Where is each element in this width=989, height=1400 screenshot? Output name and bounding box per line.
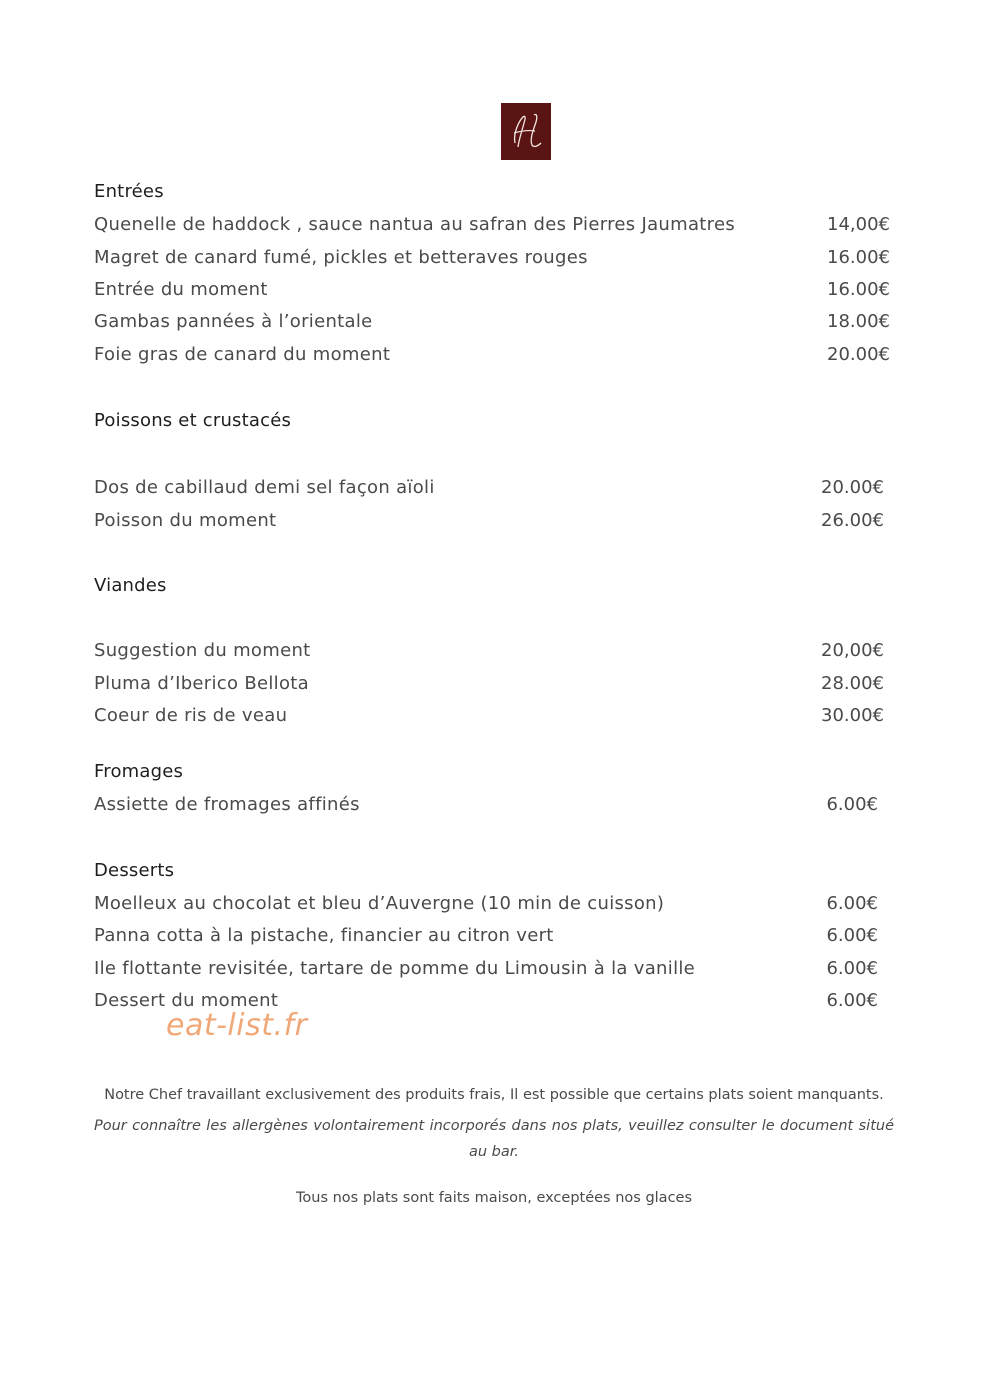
menu-item-price: 6.00€: [826, 893, 878, 914]
menu-item-name: Quenelle de haddock , sauce nantua au safran des Pierres Jaumatres: [94, 214, 736, 235]
menu-item-name: Dos de cabillaud demi sel façon aïoli: [94, 477, 435, 498]
menu-item-price: 28.00€: [821, 673, 884, 694]
menu-item-name: Suggestion du moment: [94, 640, 311, 661]
menu-item-name: Poisson du moment: [94, 510, 277, 531]
menu-item-name: Panna cotta à la pistache, financier au citron vert: [94, 925, 554, 946]
menu-item-name: Moelleux au chocolat et bleu d’Auvergne (10 min de cuisson): [94, 893, 665, 914]
menu-item-name: Magret de canard fumé, pickles et betteraves rouges: [94, 247, 588, 268]
menu-item-name: Ile flottante revisitée, tartare de pomme du Limousin à la vanille: [94, 958, 696, 979]
menu-item-price: 30.00€: [821, 705, 884, 726]
section-title-viandes: Viandes: [94, 575, 167, 596]
menu-item-price: 20.00€: [821, 477, 884, 498]
menu-item-name: Foie gras de canard du moment: [94, 344, 391, 365]
watermark: eat-list.fr: [166, 1008, 308, 1043]
menu-item-name: Dessert du moment: [94, 990, 279, 1011]
note-fresh-products: Notre Chef travaillant exclusivement des produits frais, Il est possible que certains plats soient manquants.: [104, 1087, 884, 1103]
menu-item-price: 16.00€: [827, 279, 890, 300]
menu-item-name: Assiette de fromages affinés: [94, 794, 360, 815]
section-title-desserts: Desserts: [94, 860, 175, 881]
menu-item-price: 6.00€: [826, 958, 878, 979]
menu-item-name: Entrée du moment: [94, 279, 268, 300]
menu-item-price: 6.00€: [826, 794, 878, 815]
logo-monogram-icon: [501, 103, 551, 160]
menu-item-price: 18.00€: [827, 311, 890, 332]
menu-item-price: 16.00€: [827, 247, 890, 268]
menu-item-price: 20.00€: [827, 344, 890, 365]
section-title-poissons: Poissons et crustacés: [94, 410, 292, 431]
section-title-fromages: Fromages: [94, 761, 184, 782]
menu-item-price: 6.00€: [826, 990, 878, 1011]
section-title-entrees: Entrées: [94, 181, 164, 202]
restaurant-logo: [501, 103, 551, 160]
menu-item-price: 26.00€: [821, 510, 884, 531]
menu-item-price: 20,00€: [821, 640, 884, 661]
menu-item-name: Gambas pannées à l’orientale: [94, 311, 373, 332]
note-allergens: Pour connaître les allergènes volontairement incorporés dans nos plats, veuillez consulter le document situé au bar.: [94, 1118, 894, 1160]
menu-item-name: Pluma d’Iberico Bellota: [94, 673, 309, 694]
note-homemade: Tous nos plats sont faits maison, exceptées nos glaces: [295, 1190, 693, 1206]
menu-item-price: 14,00€: [827, 214, 890, 235]
menu-item-price: 6.00€: [826, 925, 878, 946]
menu-item-name: Coeur de ris de veau: [94, 705, 288, 726]
